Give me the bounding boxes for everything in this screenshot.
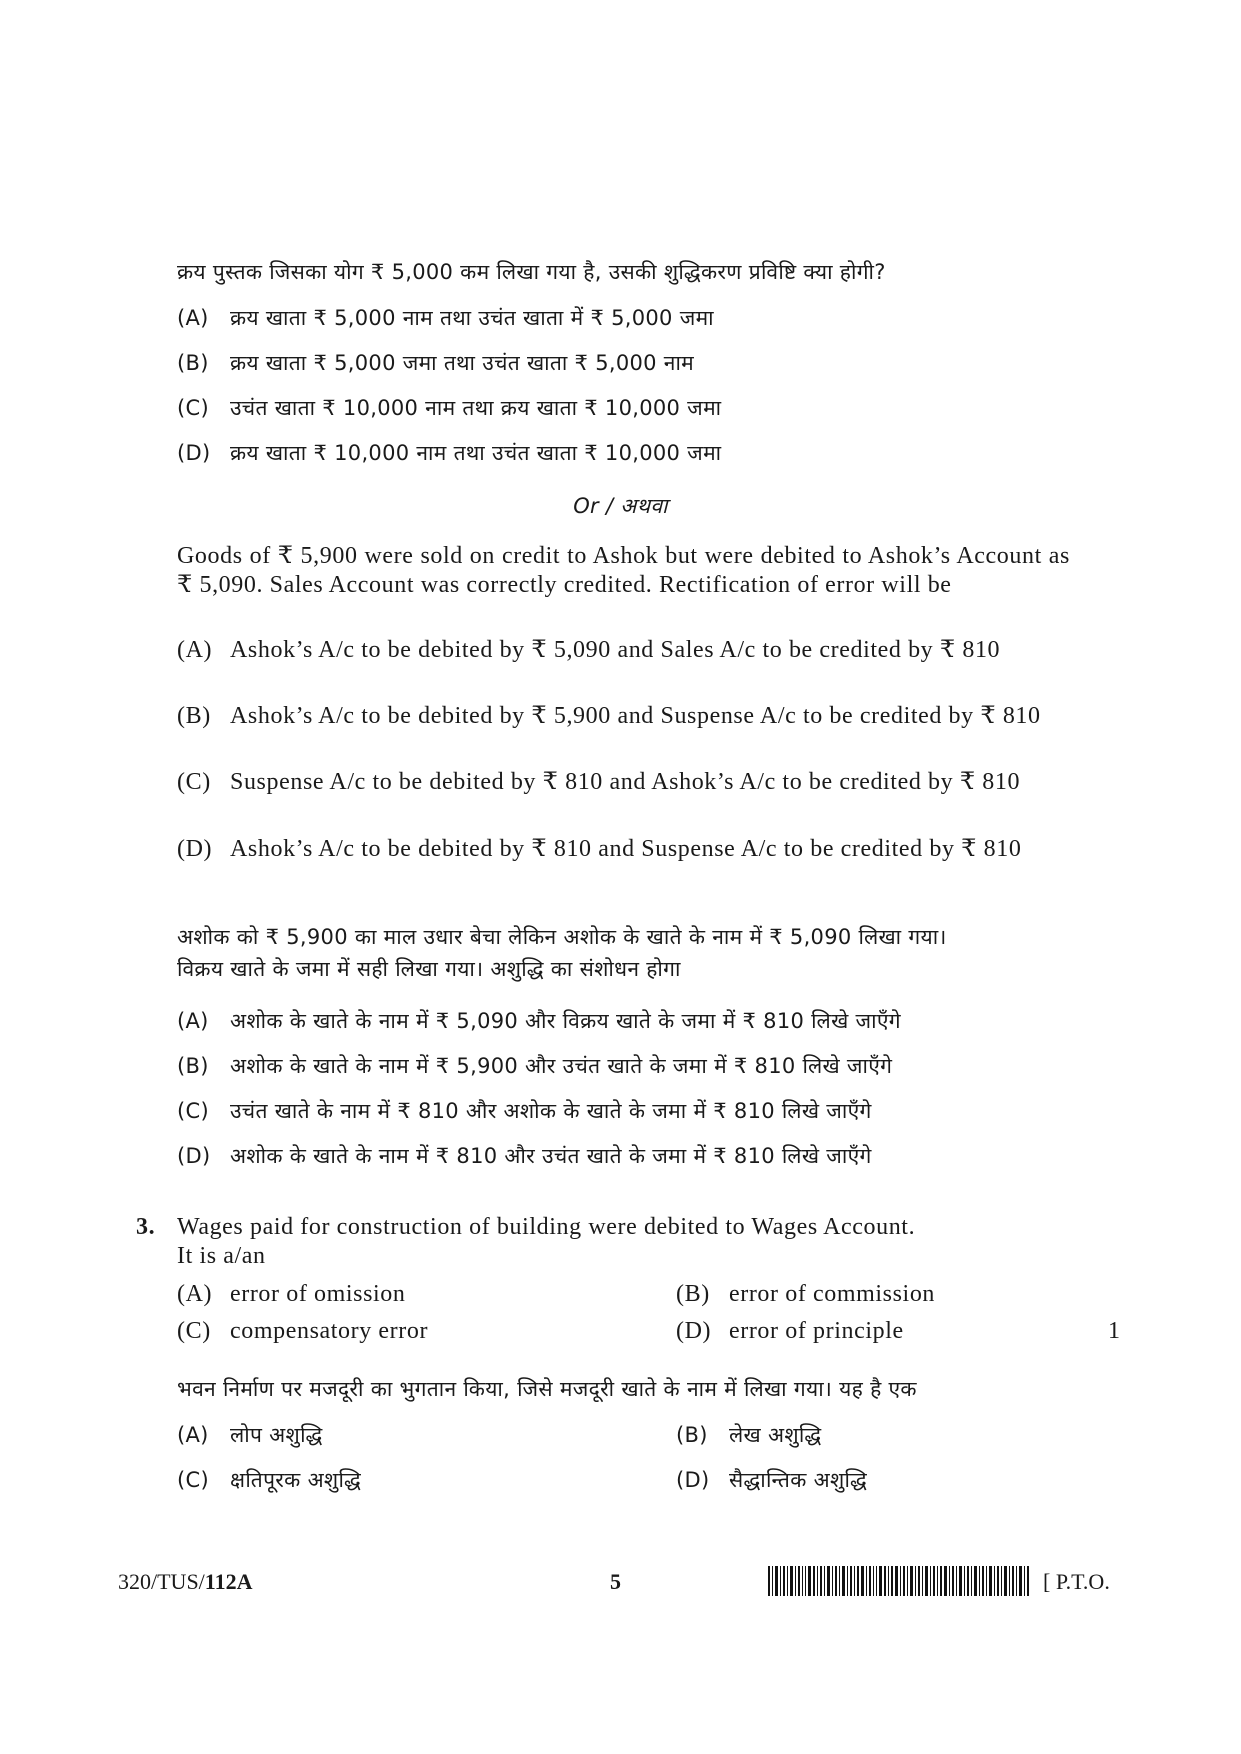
paper-code [118,1569,252,1595]
option-c-hindi [177,394,721,422]
option-text: क्षतिपूरक अशुद्धि [230,1468,362,1492]
question-stem-hindi: भवन निर्माण पर मजदूरी का भुगतान किया, जिसे मजदूरी खाते के नाम में लिखा गया। यह है एक [177,1377,917,1401]
option-text: लोप अशुद्धि [230,1423,323,1447]
option-text: Ashok’s A/c to be debited by ₹ 5,900 and Suspense A/c to be credited by ₹ 810 [230,703,1041,729]
option-c-english [177,1318,428,1345]
option-d-english [676,1318,904,1345]
option-text: error of omission [230,1281,406,1307]
option-a-hindi [177,1007,901,1035]
option-text: क्रय खाता ₹ 5,000 जमा तथा उचंत खाता ₹ 5,000 नाम [230,351,695,375]
option-text: उचंत खाते के नाम में ₹ 810 और अशोक के खाते के जमा में ₹ 810 लिखे जाएँगे [230,1099,872,1123]
option-text: सैद्धान्तिक अशुद्धि [729,1468,868,1492]
option-a-hindi [177,1421,323,1449]
question-stem-english-line2: It is a/an [177,1243,266,1269]
option-d-hindi [177,439,721,467]
pto-label: [ P.T.O. [1043,1569,1110,1594]
option-label: (C) [177,1099,209,1123]
option-d-english [177,835,1070,864]
option-label: (A) [177,1009,209,1033]
option-text: लेख अशुद्धि [729,1423,822,1447]
option-label: (B) [676,1281,710,1307]
option-b-hindi [177,349,694,377]
option-text: अशोक के खाते के नाम में ₹ 5,900 और उचंत खाते के जमा में ₹ 810 लिखे जाएँगे [230,1054,893,1078]
option-label: (B) [177,1054,209,1078]
option-label: (C) [177,1318,211,1344]
option-a-english [177,636,1070,665]
question-number: 3. [136,1214,156,1240]
question-stem-english: Goods of ₹ 5,900 were sold on credit to Ashok but were debited to Ashok’s Account as ₹ 5,090. Sales Account was correctly credited. Rectification of error will be [177,543,1070,598]
question-stem-hindi: क्रय पुस्तक जिसका योग ₹ 5,000 कम लिखा गया है, उसकी शुद्धिकरण प्रविष्टि क्या होगी? [177,260,886,284]
option-text: Ashok’s A/c to be debited by ₹ 810 and Suspense A/c to be credited by ₹ 810 [230,836,1022,862]
option-c-hindi [177,1466,361,1494]
paper-code-prefix: 320/TUS/ [118,1569,205,1594]
option-label: (D) [676,1468,710,1492]
option-b-hindi [177,1052,892,1080]
barcode-icon [768,1566,1030,1596]
option-label: (C) [177,1468,209,1492]
option-label: (A) [177,1281,213,1307]
question-stem-hindi-line1: अशोक को ₹ 5,900 का माल उधार बेचा लेकिन अशोक के खाते के नाम में ₹ 5,090 लिखा गया। [177,925,947,949]
option-d-hindi [676,1466,867,1494]
option-text: क्रय खाता ₹ 10,000 नाम तथा उचंत खाता ₹ 10,000 जमा [230,441,722,465]
option-text: Ashok’s A/c to be debited by ₹ 5,090 and Sales A/c to be credited by ₹ 810 [230,637,1001,663]
option-label: (B) [676,1423,708,1447]
question-stem-english-line1: Wages paid for construction of building were debited to Wages Account. [177,1214,916,1240]
option-d-hindi [177,1142,872,1170]
option-label: (D) [676,1318,712,1344]
option-text: उचंत खाता ₹ 10,000 नाम तथा क्रय खाता ₹ 10,000 जमा [230,396,722,420]
option-text: error of commission [729,1281,936,1307]
option-label: (D) [177,836,213,862]
option-c-hindi [177,1097,872,1125]
option-b-english [676,1281,935,1308]
option-label: (C) [177,769,211,795]
option-text: अशोक के खाते के नाम में ₹ 810 और उचंत खाते के जमा में ₹ 810 लिखे जाएँगे [230,1144,872,1168]
option-label: (A) [177,637,213,663]
option-label: (C) [177,396,209,420]
option-a-hindi [177,304,714,332]
option-text: अशोक के खाते के नाम में ₹ 5,090 और विक्रय खाते के जमा में ₹ 810 लिखे जाएँगे [230,1009,901,1033]
option-text: Suspense A/c to be debited by ₹ 810 and Ashok’s A/c to be credited by ₹ 810 [230,769,1021,795]
option-b-english [177,702,1070,731]
option-text: क्रय खाता ₹ 5,000 नाम तथा उचंत खाता में ₹ 5,000 जमा [230,306,714,330]
option-label: (D) [177,441,211,465]
option-label: (D) [177,1144,211,1168]
option-label: (B) [177,703,211,729]
question-marks: 1 [1108,1318,1120,1344]
option-c-english [177,768,1070,797]
option-a-english [177,1281,406,1308]
paper-code-set: 112A [204,1569,253,1594]
option-b-hindi [676,1421,821,1449]
or-separator: Or / अथवा [573,494,668,518]
option-text: compensatory error [230,1318,429,1344]
option-label: (A) [177,306,209,330]
page-number: 5 [610,1569,621,1594]
option-label: (B) [177,351,209,375]
option-label: (A) [177,1423,209,1447]
question-stem-hindi-line2: विक्रय खाते के जमा में सही लिखा गया। अशुद्धि का संशोधन होगा [177,957,681,981]
option-text: error of principle [729,1318,904,1344]
